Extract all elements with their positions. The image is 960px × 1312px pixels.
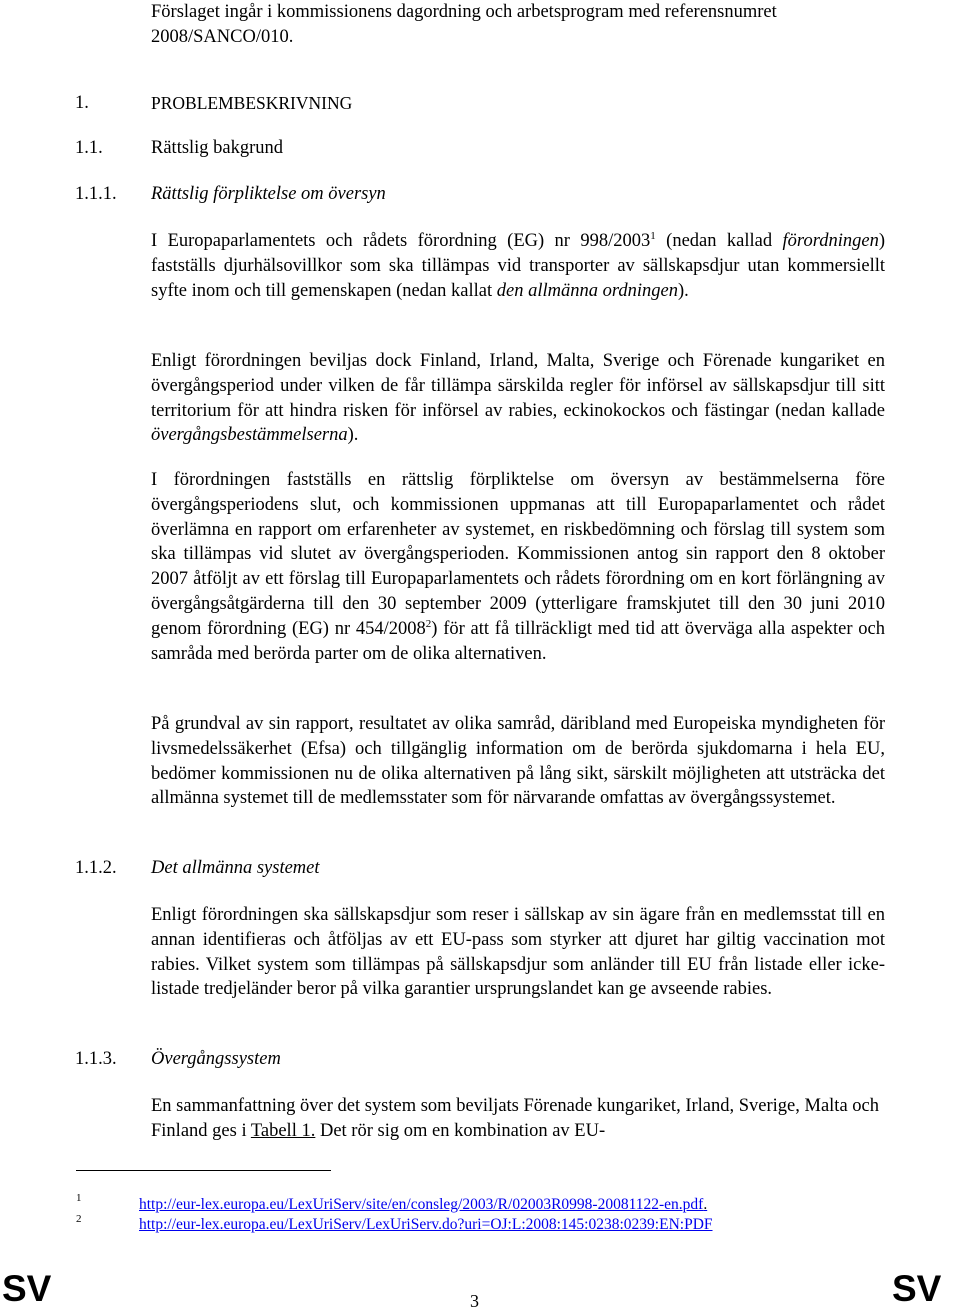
footnote-2-link[interactable]: http://eur-lex.europa.eu/LexUriServ/LexUriServ.do?uri=OJ:L:2008:145:0238:0239:EN:PDF [139, 1216, 713, 1233]
section-1-1-2-title: Det allmänna systemet [151, 858, 320, 878]
section-1-1-3-title: Övergångssystem [151, 1049, 281, 1069]
paragraph-review-obligation: I förordningen fastställs en rättslig förpliktelse om översyn av bestämmelserna före övergångsperiodens slut, och kommissionen uppmanas att till Europaparlamentet och rådet överlämna en rapport om erfarenheter av systemet, en riskbedömning och förslag till system som ska tillämpas vid slutet av övergångsperioden. Kommissionen antog sin rapport den 8 oktober 2007 åtföljt av ett förslag till Europaparlamentets och rådets förordning om en kort förlängning av övergångsåtgärderna till den 30 september 2009 (ytterligare framskjutet till den 30 juni 2010 genom förordning (EG) nr 454/2008$^2$) för att få tillräckligt med tid att överväga alla aspekter och samråda med berörda parter om de olika alternativen. [151, 470, 885, 664]
paragraph-regulation: I Europaparlamentets och rådets förordning (EG) nr 998/2003$^1$ (nedan kallad förordningen) fastställs djurhälsovillkor som ska tillämpas vid transporter av sällskapsdjur utan kommersiellt syfte inom och till gemenskapen (nedan kallat den allmänna ordningen). [151, 230, 885, 301]
section-1-1-1-title: Rättslig förpliktelse om översyn [151, 184, 386, 204]
footnote-ref-2: 2 [425, 617, 432, 630]
paragraph-transition-period: Enligt förordningen beviljas dock Finland, Irland, Malta, Sverige och Förenade kungariket en övergångsperiod under vilken de får tillämpa särskilda regler för införsel av sällskapsdjur till sitt territorium för att hindra risken för införsel av rabies, eckinokockos och fästingar (nedan kallade övergångsbestämmelserna). [151, 351, 885, 446]
table-1-link[interactable]: Tabell 1. [250, 1120, 316, 1141]
section-1-1-3-number: 1.1.3. [75, 1049, 117, 1069]
section-1-title: PROBLEMBESKRIVNING [151, 93, 353, 113]
section-1-1-title: Rättslig bakgrund [151, 138, 284, 158]
paragraph-assessment: På grundval av sin rapport, resultatet av olika samråd, däribland med Europeiska myndigheten för livsmedelssäkerhet (Efsa) och tillgänglig information om de berörda sjukdomarna i hela EU, bedömer kommissionen nu de olika alternativen på lång sikt, särskilt möjligheten att utsträcka det allmänna systemet till de medlemsstater som för närvarande omfattas av övergångssystemet. [151, 714, 885, 809]
section-1-1-number: 1.1. [75, 138, 103, 158]
paragraph-general-system: Enligt förordningen ska sällskapsdjur som reser i sällskap av sin ägare från en medlemsstat till en annan identifieras och åtföljas av ett EU-pass som styrker att djuret har giltig vaccination mot rabies. Vilket system som tillämpas på sällskapsdjur som anländer till EU från listade eller icke-listade tredjeländer beror på vilka garantier ursprungslandet kan ge avseende rabies. [151, 905, 885, 1000]
paragraph-transitional-system: En sammanfattning över det system som beviljats Förenade kungariket, Irland, Sverige, Malta och Finland ges i Tabell 1. Det rör sig om en kombination av EU- [151, 1096, 879, 1141]
section-1-1-1-number: 1.1.1. [75, 184, 117, 204]
language-code-right: SV [892, 1268, 942, 1309]
footnote-1-link[interactable]: http://eur-lex.europa.eu/LexUriServ/site/en/consleg/2003/R/02003R0998-20081122-en.pdf. [139, 1196, 708, 1213]
section-1-1-2-number: 1.1.2. [75, 858, 117, 878]
language-code-left: SV [2, 1268, 52, 1309]
footnote-2-number: 2 [76, 1213, 82, 1225]
section-1-number: 1. [75, 93, 89, 113]
footnote-ref-1: 1 [650, 230, 656, 242]
page-number: 3 [470, 1291, 479, 1311]
footnote-1-number: 1 [76, 1192, 82, 1204]
footnote-separator [76, 1170, 331, 1171]
intro-paragraph: Förslaget ingår i kommissionens dagordning och arbetsprogram med referensnumret 2008/SANCO/010. [151, 2, 777, 47]
